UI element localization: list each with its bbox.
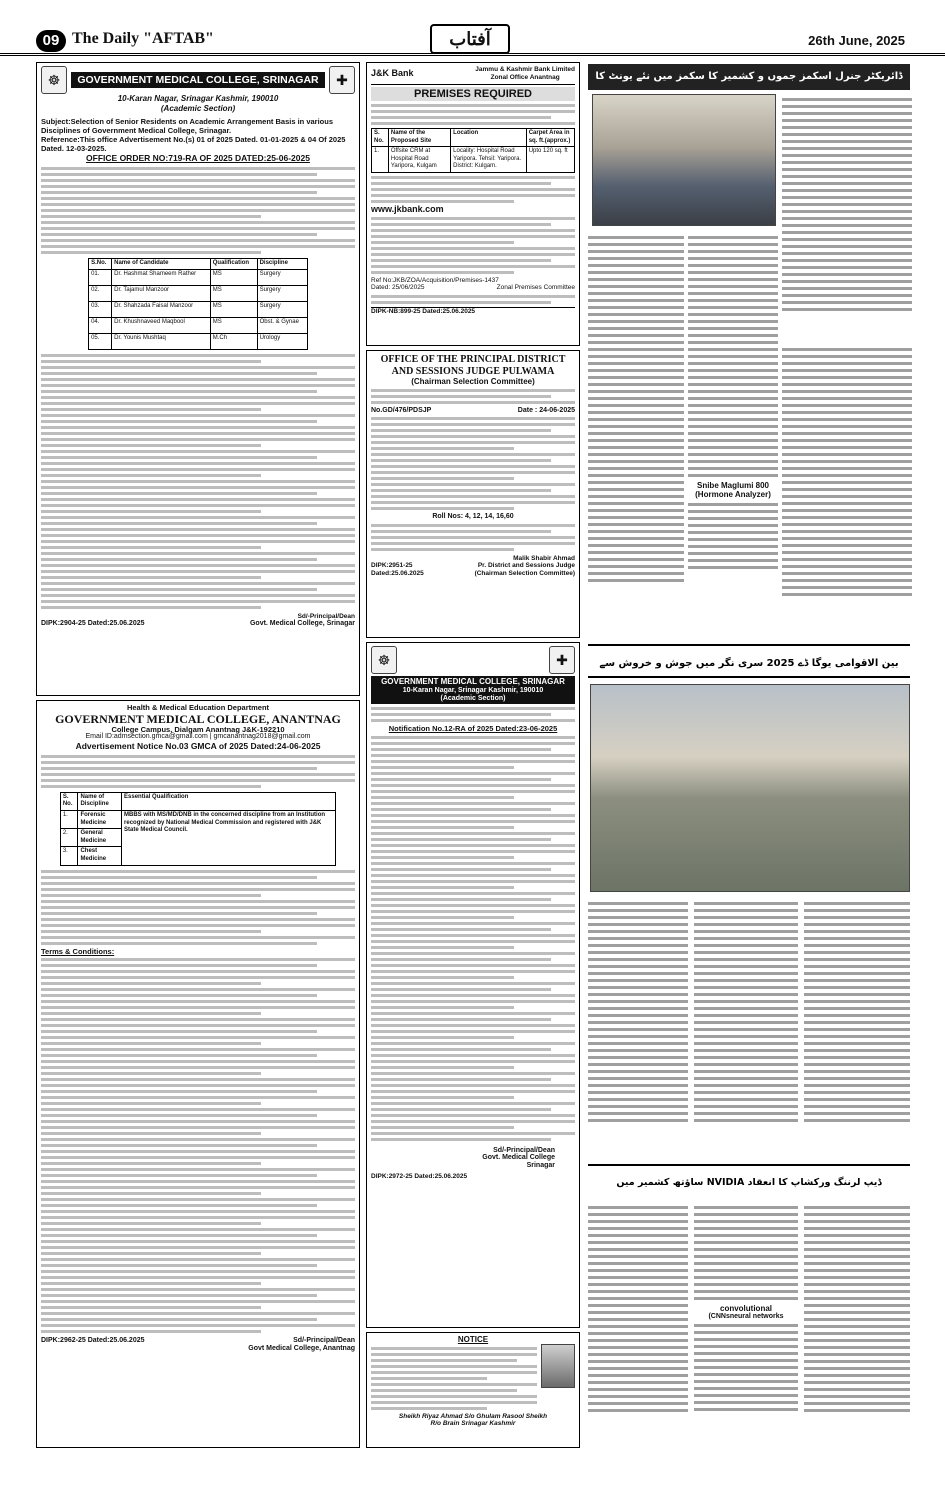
college-logo-icon: ✚ xyxy=(549,646,575,674)
ad-subject: Subject:Selection of Senior Residents on Academic Arrangement Basis in various Disciplines of Government Medical College, Srinagar. xyxy=(41,117,334,135)
ad-personal-notice xyxy=(366,1332,580,1448)
ad-title: GOVERNMENT MEDICAL COLLEGE, ANANTNAG xyxy=(55,711,341,726)
news-story-3-col-a xyxy=(804,1202,910,1446)
notice-signer: Sheikh Riyaz Ahmad S/o Ghulam Rasool Sheikh xyxy=(398,1412,548,1420)
ad-signer: Sd/-Principal/Dean xyxy=(297,612,355,620)
dipk-number: DIPK:2962-25 Dated:25.06.2025 xyxy=(41,1337,145,1345)
ref-number: Ref No:JKB/ZOA/Acquisition/Premises-1437 xyxy=(371,276,499,284)
page-header xyxy=(0,0,945,56)
news-story-1-col-b xyxy=(782,344,912,640)
dipk-number: DIPK-NB:899-25 Dated:25.06.2025 xyxy=(371,307,575,316)
committee-name: (Chairman Selection Committee) xyxy=(474,569,575,577)
news-story-1-col-a xyxy=(782,94,912,340)
ad-gmc-srinagar-notification xyxy=(366,642,580,1328)
news-story-2-col-a xyxy=(804,898,910,1158)
th-qualification: Qualification xyxy=(210,259,257,270)
ad-gmc-anantnag xyxy=(36,700,360,1448)
ad-section: (Academic Section) xyxy=(440,695,506,702)
ad-title: GOVERNMENT MEDICAL COLLEGE, SRINAGAR xyxy=(77,74,319,86)
th-sno: S. No. xyxy=(60,792,78,810)
bank-website[interactable]: www.jkbank.com xyxy=(371,203,444,214)
ad-signer-office: Govt. Medical College xyxy=(482,1154,555,1162)
th-discipline: Discipline xyxy=(257,259,307,270)
th-name: Name of Candidate xyxy=(112,259,211,270)
emblem-icon: ☸ xyxy=(371,646,397,674)
issue-date: 26th June, 2025 xyxy=(808,33,905,48)
college-logo-icon: ✚ xyxy=(329,66,355,94)
bank-org: Jammu & Kashmir Bank Limited xyxy=(475,66,575,73)
table-row: 01. Dr. Hashmat Shameem Rather MS Surgery xyxy=(89,269,308,285)
ad-signer-office: Govt Medical College, Anantnag xyxy=(248,1344,355,1352)
table-row: 05. Dr. Younis Mushtaq M.Ch Urology xyxy=(89,333,308,349)
ad-reference: Reference:This office Advertisement No.(s) 01 of 2025 Dated. 01-01-2025 & 04 Of 2025 Dated. 12-03-2025. xyxy=(41,135,346,153)
table-row: 03. Dr. Shahzada Faisal Manzoor MS Surgery xyxy=(89,301,308,317)
ad-subtitle: (Chairman Selection Committee) xyxy=(411,377,535,386)
ad-signer-city: Srinagar xyxy=(526,1161,555,1169)
table-row: 02. Dr. Tajamul Manzoor MS Surgery xyxy=(89,285,308,301)
news-photo-group xyxy=(592,94,776,226)
roll-numbers: Roll Nos: 4, 12, 14, 16,60 xyxy=(432,513,514,521)
table-row: 3. Chest Medicine xyxy=(60,847,335,865)
ad-signer: Sd/-Principal/Dean xyxy=(493,1146,555,1154)
ad-title: GOVERNMENT MEDICAL COLLEGE, SRINAGAR xyxy=(381,677,565,686)
table-row: 2. General Medicine xyxy=(60,829,335,847)
committee-name: Zonal Premises Committee xyxy=(496,284,575,292)
news-headline-3: ساؤتھ کشمیر میں NVIDIA ڈیپ لرننگ ورکشاپ کا انعقاد xyxy=(588,1170,910,1196)
ad-email: Email ID:admsection.gmca@gmail.com | gmcanantnag2018@gmail.com xyxy=(85,733,311,741)
dipk-number: DIPK:2972-25 Dated:25.06.2025 xyxy=(371,1173,468,1181)
cnn-label: convolutional xyxy=(720,1304,772,1313)
table-row: 04. Dr. Khushnaveed Maqbool MS Obst. & Gynae xyxy=(89,317,308,333)
news-story-2-col-b xyxy=(694,898,798,1158)
ad-date: Date : 24-06-2025 xyxy=(517,406,575,414)
news-headline-1: ڈائریکٹر جنرل اسکمز جموں و کشمیر کا سکمز میں نئے یونٹ کا xyxy=(588,64,910,90)
ad-date: Dated: 25/06/2025 xyxy=(371,284,425,292)
ad-signer: Sd/-Principal/Dean xyxy=(293,1337,355,1345)
notification-number: Notification No.12-RA of 2025 Dated:23-06-2025 xyxy=(388,724,558,733)
news-headline-2: بین الاقوامی یوگا ڈے 2025 سری نگر میں جوش و خروش سے xyxy=(588,650,910,678)
premises-table: S. No. Name of the Proposed Site Location Carpet Area in sq. ft.(approx.) 1. Offsite CRM at Hospital Road Yaripora, Kulgam Locality: Hospital Road Yaripora. Tehsil: Yaripora. District: Kulgam. Upto 120 sq. ft xyxy=(371,128,575,173)
news-photo-yoga xyxy=(590,684,910,892)
page-number: 09 xyxy=(36,30,66,52)
ad-signer-office: Pr. District and Sessions Judge xyxy=(477,562,575,570)
ad-signer: Malik Shabir Ahmad xyxy=(513,554,575,562)
order-number: OFFICE ORDER NO:719-RA OF 2025 DATED:25-06-2025 xyxy=(86,153,310,163)
candidate-table xyxy=(88,258,308,350)
bank-logo: J&K Bank xyxy=(371,68,414,79)
dipk-number: DIPK:2951-25 xyxy=(371,562,413,570)
newspaper-name: The Daily "AFTAB" xyxy=(72,30,214,47)
th-sno: S.No. xyxy=(89,259,112,270)
terms-heading: Terms & Conditions: xyxy=(41,946,115,956)
table-row: 1. Forensic Medicine MBBS with MS/MD/DNB in the concerned discipline from an Institution recognized by National Medical Commission and registered with J&K State Medical Council. xyxy=(60,810,335,828)
ad-signer-office: Govt. Medical College, Srinagar xyxy=(249,620,355,628)
cnn-label-2: (CNNsneural networks xyxy=(708,1313,784,1320)
analyzer-name: Snibe Maglumi 800 xyxy=(696,481,770,490)
bank-office: Zonal Office Anantnag xyxy=(490,74,560,81)
news-story-1-col-d xyxy=(688,232,778,640)
news-story-3-col-b xyxy=(694,1202,798,1446)
analyzer-type: (Hormone Analyzer) xyxy=(695,490,771,499)
news-story-2-col-c xyxy=(588,898,688,1158)
applicant-photo xyxy=(541,1344,575,1388)
news-story-3-col-c xyxy=(588,1202,688,1446)
ad-title: PREMISES REQUIRED xyxy=(371,87,575,101)
dipk-number: DIPK:2904-25 Dated:25.06.2025 xyxy=(41,620,145,628)
table-row: 1. Offsite CRM at Hospital Road Yaripora, Kulgam Locality: Hospital Road Yaripora. Tehsil: Yaripora. District: Kulgam. Upto 120 sq. ft xyxy=(372,147,575,173)
ad-address: College Campus, Dialgam Anantnag J&K-192210 xyxy=(111,724,285,734)
masthead-logo: آفتاب xyxy=(430,24,510,54)
ad-gmc-srinagar-order xyxy=(36,62,360,696)
ad-title: OFFICE OF THE PRINCIPAL DISTRICT AND SESSIONS JUDGE PULWAMA xyxy=(380,354,566,377)
th-discipline: Name of Discipline xyxy=(78,792,122,810)
notice-signer-address: R/o Brain Srinagar Kashmir xyxy=(430,1420,516,1428)
dipk-date: Dated:25.06.2025 xyxy=(371,569,424,577)
th-qualification: Essential Qualification xyxy=(122,792,336,810)
ad-jk-bank-premises xyxy=(366,62,580,346)
ref-number: No.GD/476/PDSJP xyxy=(371,406,432,414)
ad-address: 10-Karan Nagar, Srinagar Kashmir, 190010 xyxy=(117,94,279,103)
ad-address: 10-Karan Nagar, Srinagar Kashmir, 190010 xyxy=(402,687,544,694)
dept-name: Health & Medical Education Department xyxy=(126,703,270,712)
news-story-1-col-c xyxy=(588,232,684,640)
notice-number: Advertisement Notice No.03 GMCA of 2025 Dated:24-06-2025 xyxy=(75,740,321,751)
emblem-icon: ☸ xyxy=(41,66,67,94)
ad-sessions-judge-pulwama xyxy=(366,350,580,638)
ad-section: (Academic Section) xyxy=(160,104,236,113)
discipline-table xyxy=(60,792,336,866)
notice-title: NOTICE xyxy=(457,1335,489,1344)
